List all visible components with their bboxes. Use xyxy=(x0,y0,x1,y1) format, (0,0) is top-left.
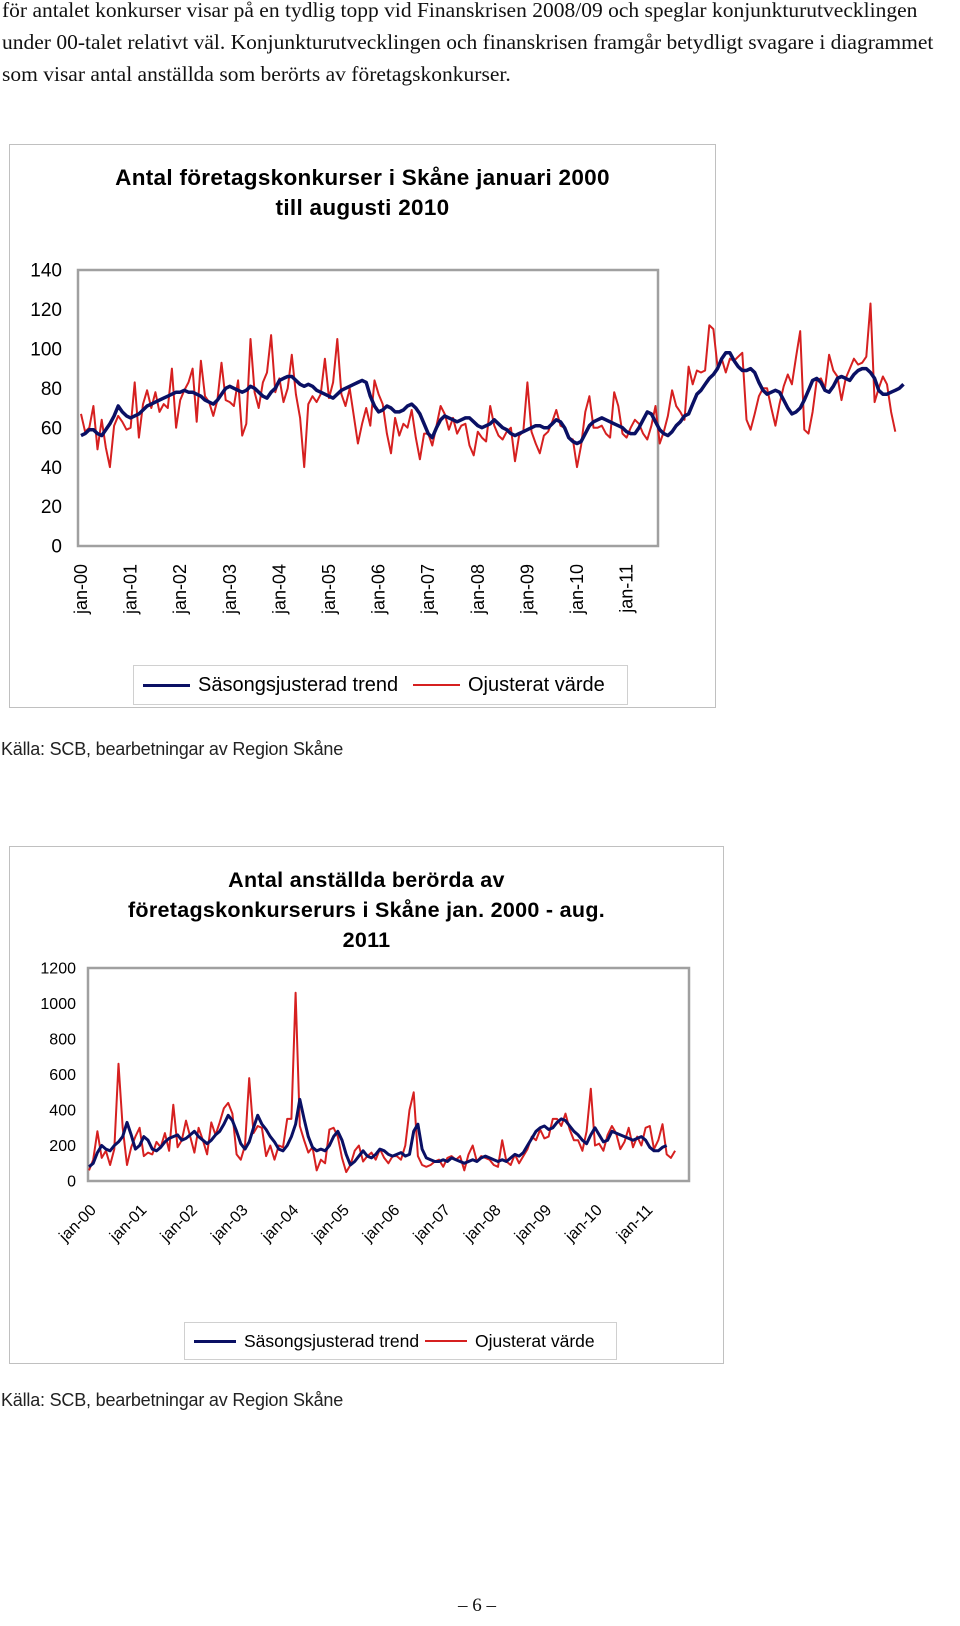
legend-swatch-raw xyxy=(425,1340,467,1342)
x-tick-label: jan-11 xyxy=(613,1201,657,1245)
legend-label-raw: Ojusterat värde xyxy=(475,1330,595,1351)
chart-title-line: Antal anställda berörda av xyxy=(228,868,505,892)
chart-source: Källa: SCB, bearbetningar av Region Skåne xyxy=(1,1390,344,1410)
chart-plot xyxy=(10,145,715,707)
legend-item-raw xyxy=(425,1323,595,1359)
x-tick-label: jan-09 xyxy=(517,564,538,615)
legend-label-raw: Ojusterat värde xyxy=(468,673,605,696)
y-tick-label: 1000 xyxy=(40,996,76,1014)
chart-source: Källa: SCB, bearbetningar av Region Skåne xyxy=(1,739,344,759)
y-tick-label: 1200 xyxy=(40,960,76,978)
chart-plot xyxy=(10,847,723,1363)
x-tick-label: jan-07 xyxy=(418,564,439,615)
plot-area xyxy=(78,270,658,546)
legend-item-trend xyxy=(143,666,398,704)
series-line-raw xyxy=(89,993,675,1172)
legend-label-trend: Säsongsjusterad trend xyxy=(244,1330,420,1351)
x-tick-label: jan-08 xyxy=(467,564,488,615)
x-tick-label: jan-03 xyxy=(208,1201,252,1246)
legend-label-trend: Säsongsjusterad trend xyxy=(198,673,399,696)
x-tick-label: jan-04 xyxy=(269,564,290,615)
intro-paragraph: för antalet konkurser visar på en tydlig topp vid Finanskrisen 2008/09 och speglar konjunkturutvecklingen under 00-talet relativt väl. Konjunkturutvecklingen och finanskrisen framgår betydligt svagare i diagrammet som visar antal anställda som berörts av företagskonkurser. xyxy=(2,0,934,86)
y-tick-label: 20 xyxy=(40,497,62,519)
series-line-raw xyxy=(81,304,895,468)
x-tick-label: jan-11 xyxy=(616,564,637,613)
x-tick-label: jan-05 xyxy=(309,1201,353,1246)
legend-swatch-trend xyxy=(143,684,190,687)
chart-employees-affected xyxy=(9,846,724,1364)
y-tick-label: 60 xyxy=(40,418,62,440)
x-tick-label: jan-10 xyxy=(567,564,587,615)
x-tick-label: jan-06 xyxy=(368,564,389,615)
x-tick-label: jan-04 xyxy=(258,1201,303,1246)
x-tick-label: jan-06 xyxy=(359,1201,404,1246)
x-tick-label: jan-09 xyxy=(511,1201,556,1246)
chart-title-line: 2011 xyxy=(342,928,391,952)
y-tick-label: 400 xyxy=(49,1102,76,1120)
x-tick-label: jan-02 xyxy=(157,1201,202,1246)
chart-bankruptcies xyxy=(9,144,716,708)
chart-title-line: till augusti 2010 xyxy=(275,195,450,220)
x-tick-label: jan-02 xyxy=(170,564,191,615)
chart-title-line: Antal företagskonkurser i Skåne januari 2000 xyxy=(115,165,610,190)
legend-swatch-trend xyxy=(194,1340,236,1343)
chart-legend xyxy=(184,1322,617,1360)
chart-title-line: företagskonkurserurs i Skåne jan. 2000 - aug. xyxy=(127,898,606,922)
x-tick-label: jan-01 xyxy=(106,1201,151,1246)
y-tick-label: 140 xyxy=(30,260,62,282)
x-tick-label: jan-03 xyxy=(219,564,240,615)
x-tick-label: jan-05 xyxy=(319,564,339,615)
legend-swatch-raw xyxy=(413,684,460,686)
x-tick-label: jan-01 xyxy=(120,564,141,615)
x-tick-label: jan-08 xyxy=(461,1201,505,1246)
y-tick-label: 0 xyxy=(67,1173,76,1191)
y-tick-label: 600 xyxy=(49,1067,76,1085)
y-tick-label: 0 xyxy=(51,536,62,558)
y-tick-label: 100 xyxy=(30,339,62,361)
y-tick-label: 120 xyxy=(30,300,62,322)
y-tick-label: 40 xyxy=(40,457,62,479)
y-tick-label: 800 xyxy=(49,1031,76,1049)
x-tick-label: jan-00 xyxy=(71,564,91,615)
x-tick-label: jan-10 xyxy=(562,1201,606,1246)
x-tick-label: jan-07 xyxy=(410,1201,455,1246)
legend-item-raw xyxy=(413,666,605,704)
plot-area xyxy=(88,968,689,1181)
y-tick-label: 80 xyxy=(40,378,62,400)
x-tick-label: jan-00 xyxy=(56,1201,100,1246)
legend-item-trend xyxy=(194,1323,419,1359)
y-tick-label: 200 xyxy=(49,1138,76,1156)
chart-legend xyxy=(133,665,628,705)
page-number: – 6 – xyxy=(458,1595,496,1616)
